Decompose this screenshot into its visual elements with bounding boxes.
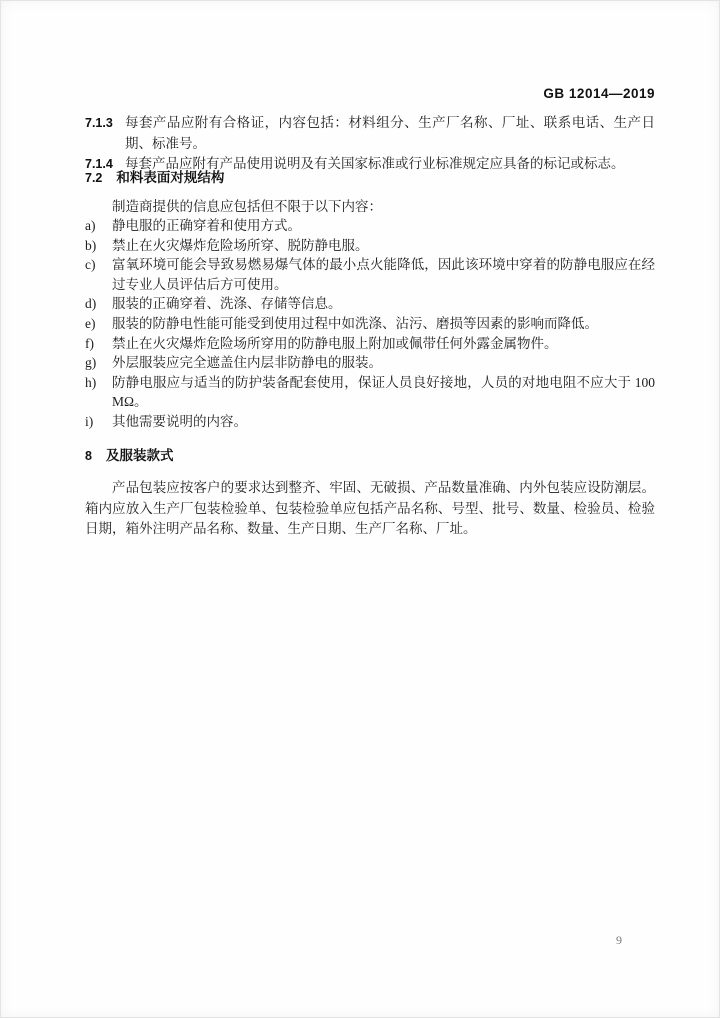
- list-item: [85, 412, 655, 432]
- list-item-label: h): [85, 374, 97, 390]
- list-item-text: 静电服的正确穿着和使用方式。: [112, 218, 301, 233]
- list-item-label: c): [85, 257, 96, 273]
- list-item-label: b): [85, 237, 97, 253]
- section-number: 8: [85, 449, 92, 463]
- list-item-text: 禁止在火灾爆炸危险场所穿用的防静电服上附加或佩带任何外露金属物件。: [112, 335, 558, 351]
- list-item: [85, 255, 655, 294]
- list-item-label: e): [85, 315, 96, 331]
- list-item: [85, 314, 655, 334]
- section-8-heading: [85, 444, 173, 464]
- list-item-label: a): [85, 218, 96, 233]
- section-8-paragraph: 产品包装应按客户的要求达到整齐、牢固、无破损、产品数量准确、内外包装应设防潮层。箱内应放入生产厂包装检验单、包装检验单应包括产品名称、号型、批号、数量、检验员、检验日期，箱外注明产品名称、数量、生产日期、生产厂名称、厂址。: [85, 480, 655, 536]
- list-item: [85, 373, 655, 412]
- clause-7-1-3: [85, 113, 655, 154]
- list-item: [85, 353, 655, 373]
- list-item: [85, 294, 655, 314]
- page-number: 9: [616, 933, 622, 947]
- list-item-label: i): [85, 413, 94, 429]
- clause-text: 每套产品应附有合格证，内容包括：材料组分、生产厂名称、厂址、联系电话、生产日期、标准号。: [125, 115, 655, 151]
- section-number: 7.2: [85, 171, 103, 185]
- section-title: 和料表面对规结构: [116, 170, 225, 185]
- standard-code-header: GB 12014—2019: [543, 86, 655, 101]
- list-item-text: 其他需要说明的内容。: [112, 413, 247, 429]
- list-item-text: 禁止在火灾爆炸危险场所穿、脱防静电服。: [112, 237, 369, 253]
- clause-number: 7.1.4: [85, 157, 113, 171]
- list-item: [85, 216, 655, 236]
- list-item-text: 服装的正确穿着、洗涤、存储等信息。: [112, 296, 342, 312]
- clause-text: 每套产品应附有产品使用说明及有关国家标准或行业标准规定应具备的标记或标志。: [125, 156, 625, 171]
- list-item-label: f): [85, 335, 94, 351]
- list-item-text: 外层服装应完全遮盖住内层非防静电的服装。: [112, 355, 382, 371]
- list-item-text: 富氧环境可能会导致易燃易爆气体的最小点火能降低，因此该环境中穿着的防静电服应在经过专业人员评估后方可使用。: [112, 257, 655, 292]
- list-item: [85, 236, 655, 256]
- list-item-label: g): [85, 355, 97, 371]
- list-item-label: d): [85, 296, 97, 312]
- list-item-text: 防静电服应与适当的防护装备配套使用，保证人员良好接地，人员的对地电阻不应大于 100 MΩ。: [112, 374, 655, 410]
- list-item-text: 服装的防静电性能可能受到使用过程中如洗涤、沾污、磨损等因素的影响而降低。: [112, 315, 598, 331]
- clause-number: 7.1.3: [85, 116, 113, 130]
- section-7-2-list: [85, 216, 655, 432]
- section-7-2-heading: [85, 166, 224, 186]
- list-item: [85, 334, 655, 354]
- section-title: 及服装款式: [105, 448, 174, 463]
- section-7-2-intro: 制造商提供的信息应包括但不限于以下内容：: [112, 199, 382, 214]
